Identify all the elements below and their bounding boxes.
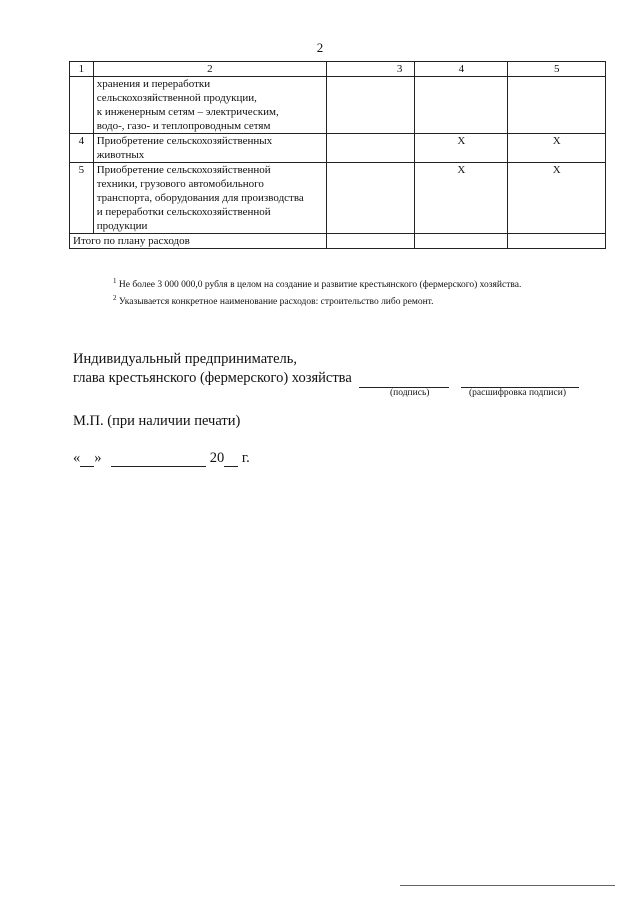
total-cell-4 xyxy=(415,234,508,249)
row-description xyxy=(93,77,326,134)
row-number: 4 xyxy=(70,134,94,163)
row-cell-4: Х xyxy=(415,163,508,234)
table-row xyxy=(70,163,606,234)
row-cell-5: Х xyxy=(508,163,606,234)
table-total-row xyxy=(70,234,606,249)
signer-title-line2: глава крестьянского (фермерского) хозяйства xyxy=(73,370,352,386)
total-cell-5 xyxy=(508,234,606,249)
description-line: к инженерным сетям – электрическим, xyxy=(96,106,279,118)
header-cell-3: 3 xyxy=(326,62,414,77)
row-cell-5 xyxy=(508,77,606,134)
row-cell-3 xyxy=(326,134,414,163)
signer-title-line2-row xyxy=(73,369,579,388)
description-line: и переработки сельскохозяйственной xyxy=(96,206,271,218)
row-description xyxy=(93,134,326,163)
header-cell-4: 4 xyxy=(415,62,508,77)
footnote-text: Не более 3 000 000,0 рубля в целом на создание и развитие крестьянского (фермерского) хозяйства. xyxy=(118,280,522,291)
date-close-quote: » xyxy=(94,450,102,466)
signature-label: (подпись) xyxy=(390,388,430,398)
header-cell-2: 2 xyxy=(93,62,326,77)
row-cell-3 xyxy=(326,163,414,234)
row-cell-3 xyxy=(326,77,414,134)
date-line xyxy=(73,450,250,467)
footnotes xyxy=(113,275,521,309)
footnote-1 xyxy=(113,275,521,292)
description-line: животных xyxy=(96,149,145,161)
footnote-text: Указывается конкретное наименование расходов: строительство либо ремонт. xyxy=(118,297,434,308)
description-line: продукции xyxy=(96,220,148,232)
description-line: техники, грузового автомобильного xyxy=(96,178,264,190)
row-number xyxy=(70,77,94,134)
row-cell-4 xyxy=(415,77,508,134)
footnote-2 xyxy=(113,292,521,309)
row-cell-4: Х xyxy=(415,134,508,163)
header-cell-5: 5 xyxy=(508,62,606,77)
date-year-field[interactable] xyxy=(224,452,238,467)
table-row xyxy=(70,134,606,163)
stamp-note: М.П. (при наличии печати) xyxy=(73,413,241,429)
table-header-row xyxy=(70,62,606,77)
footnote-mark: 2 xyxy=(113,294,117,303)
table-row xyxy=(70,77,606,134)
signer-title-line1: Индивидуальный предприниматель, xyxy=(73,351,298,367)
row-number: 5 xyxy=(70,163,94,234)
description-line: сельскохозяйственной продукции, xyxy=(96,92,257,104)
date-open-quote: « xyxy=(73,450,81,466)
signature-block xyxy=(73,350,579,388)
expense-plan-table xyxy=(69,61,606,249)
signature-decode-label: (расшифровка подписи) xyxy=(469,388,566,398)
description-line: Приобретение сельскохозяйственной xyxy=(96,164,271,176)
signature-field[interactable] xyxy=(359,372,449,388)
description-line: транспорта, оборудования для производства xyxy=(96,192,304,204)
signature-decode-field[interactable] xyxy=(461,372,579,388)
date-month-field[interactable] xyxy=(111,452,206,467)
date-year-prefix: 20 xyxy=(209,450,225,466)
date-day-field[interactable] xyxy=(80,452,94,467)
description-line: водо-, газо- и теплопроводным сетям xyxy=(96,120,271,132)
total-label: Итого по плану расходов xyxy=(70,234,327,249)
row-cell-5: Х xyxy=(508,134,606,163)
bottom-divider xyxy=(400,885,615,886)
description-line: Приобретение сельскохозяйственных xyxy=(96,135,273,147)
date-year-suffix: г. xyxy=(241,450,250,466)
header-cell-1: 1 xyxy=(70,62,94,77)
footnote-mark: 1 xyxy=(113,277,117,285)
total-cell-3 xyxy=(326,234,414,249)
page-number: 2 xyxy=(316,40,324,55)
description-line: хранения и переработки xyxy=(96,78,211,90)
row-description xyxy=(93,163,326,234)
